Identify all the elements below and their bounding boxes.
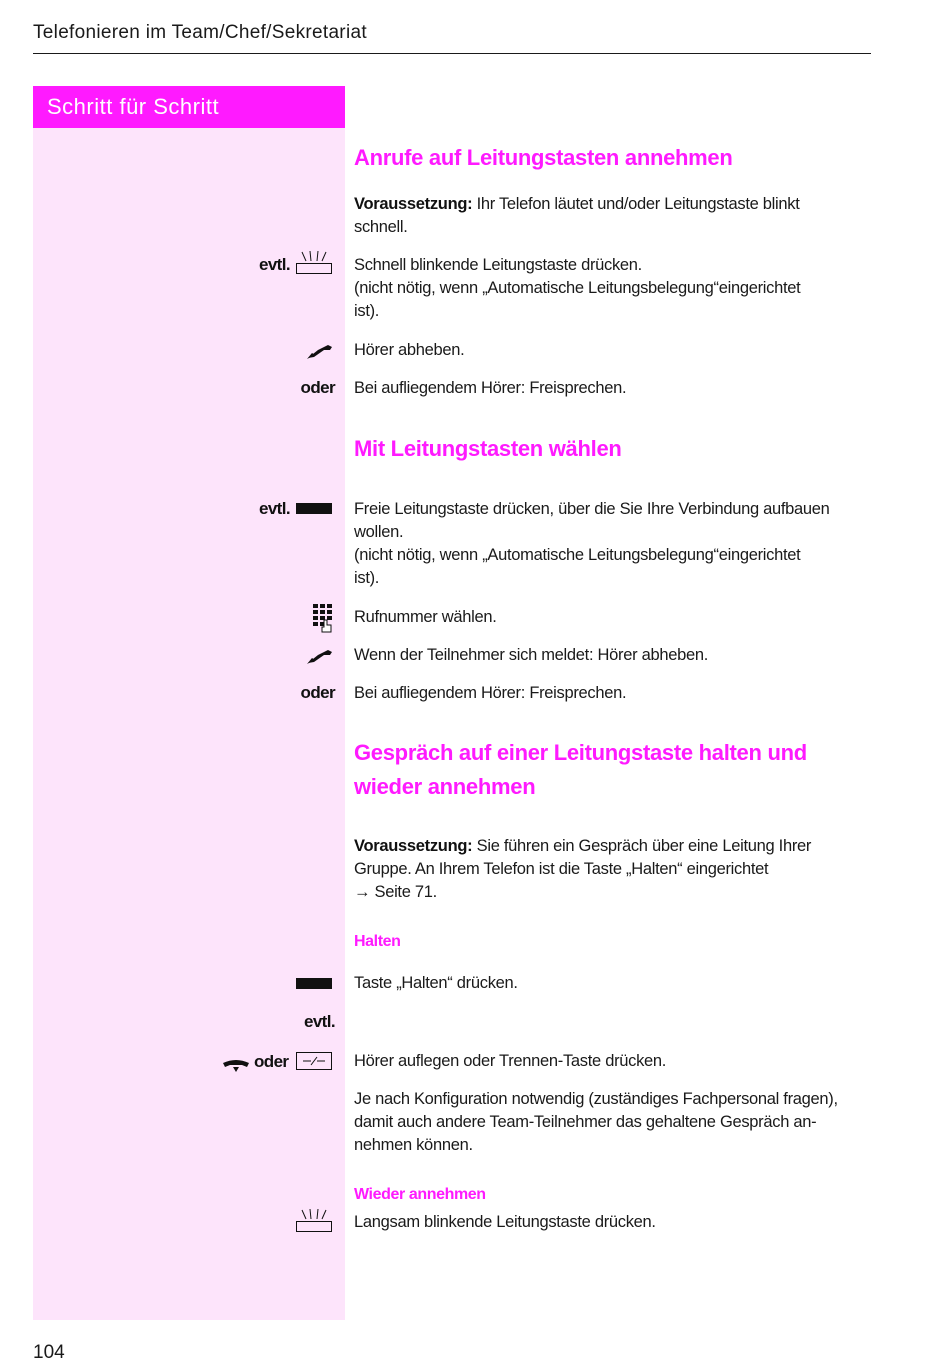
section-heading-answer-calls: Anrufe auf Leitungstasten annehmen [354, 145, 733, 170]
subheading-hold: Halten [354, 933, 401, 950]
step-lift-handset: Hörer abheben. [354, 341, 465, 359]
subheading-resume: Wieder annehmen [354, 1186, 486, 1203]
prerequisite-label: Voraussetzung: [354, 195, 473, 213]
step-press-hold: Taste „Halten“ drücken. [354, 974, 518, 992]
lift-handset-icon [306, 342, 334, 360]
replace-handset-icon [222, 1056, 250, 1074]
step-hang-up: Hörer auflegen oder Trennen-Taste drücken. [354, 1052, 667, 1070]
configuration-note: Je nach Konfiguration notwendig (zuständiges Fachpersonal fragen), damit auch andere Team-Teilnehmer das gehaltene Gespräch an- nehmen können. [354, 1090, 838, 1154]
running-header: Telefonieren im Team/Chef/Sekretariat [33, 22, 367, 43]
step-press-free-line-key: Freie Leitungstaste drücken, über die Sie Ihre Verbindung aufbauen wollen. (nicht nötig, wenn „Automatische Leitungsbelegung“eingerichtet ist). [354, 500, 830, 587]
arrow-right-icon: → [354, 883, 371, 901]
section-heading-hold-and-resume: Gespräch auf einer Leitungstaste halten und wieder annehmen [354, 740, 807, 799]
or-label: oder [300, 378, 335, 397]
or-label: oder [254, 1052, 289, 1071]
header-rule [33, 53, 871, 54]
page-reference[interactable]: Seite 71. [370, 883, 437, 901]
step-by-step-title: Schritt für Schritt [33, 86, 345, 128]
step-press-slow-blinking-key: Langsam blinkende Leitungstaste drücken. [354, 1213, 656, 1231]
step-handsfree: Bei aufliegendem Hörer: Freisprechen. [354, 379, 627, 397]
optional-label: evtl. [258, 255, 290, 274]
slow-blinking-line-key-icon [296, 1208, 332, 1232]
prerequisite-label: Voraussetzung: [354, 837, 473, 855]
release-key-icon [296, 1052, 332, 1070]
page-number: 104 [33, 1342, 65, 1363]
or-label: oder [300, 683, 335, 702]
step-party-answers: Wenn der Teilnehmer sich meldet: Hörer abheben. [354, 646, 708, 664]
fast-blinking-line-key-icon [296, 250, 332, 274]
hold-key-icon [296, 978, 332, 989]
lift-handset-icon [306, 647, 334, 665]
dial-keypad-icon [312, 603, 334, 633]
step-handsfree: Bei aufliegendem Hörer: Freisprechen. [354, 684, 627, 702]
prerequisite-text: Voraussetzung: Sie führen ein Gespräch über eine Leitung Ihrer Gruppe. An Ihrem Telefon ist die Taste „Halten“ eingerichtet → Seite 71. [354, 837, 812, 901]
line-key-icon [296, 503, 332, 514]
prerequisite-text: Voraussetzung: Ihr Telefon läutet und/oder Leitungstaste blinkt schnell. [354, 195, 800, 236]
optional-label: evtl. [303, 1012, 335, 1031]
section-heading-dial-with-line-keys: Mit Leitungstasten wählen [354, 436, 622, 461]
step-dial-number: Rufnummer wählen. [354, 608, 497, 626]
step-press-fast-blinking-key: Schnell blinkende Leitungstaste drücken. (nicht nötig, wenn „Automatische Leitungsbelegung“eingerichtet ist). [354, 256, 801, 320]
optional-label: evtl. [258, 499, 290, 518]
